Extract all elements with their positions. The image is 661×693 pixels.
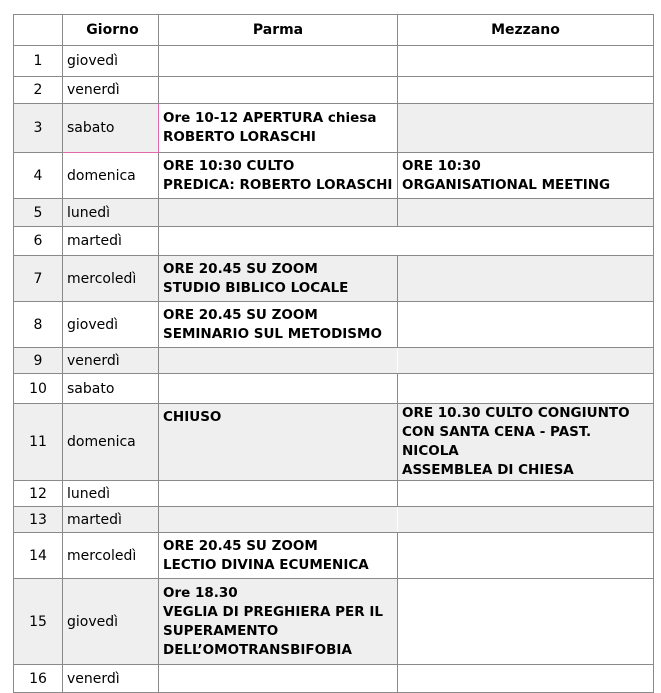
table-row	[14, 348, 654, 374]
mezzano-event	[398, 46, 654, 77]
day-number: 14	[14, 533, 63, 579]
day-name: martedì	[63, 507, 159, 533]
day-name: giovedì	[63, 46, 159, 77]
mezzano-event	[398, 104, 654, 153]
day-number: 15	[14, 579, 63, 665]
parma-event	[159, 507, 398, 533]
parma-event	[159, 227, 398, 256]
table-row	[14, 104, 654, 153]
parma-event: CHIUSO	[159, 404, 398, 481]
day-name: lunedì	[63, 199, 159, 227]
table-row	[14, 404, 654, 481]
parma-event: ORE 20.45 SU ZOOM SEMINARIO SUL METODISMO	[159, 302, 398, 348]
table-row	[14, 77, 654, 104]
mezzano-event	[398, 665, 654, 693]
mezzano-event	[398, 199, 654, 227]
table-row	[14, 533, 654, 579]
mezzano-event	[398, 507, 654, 533]
table-row	[14, 665, 654, 693]
day-name: mercoledì	[63, 533, 159, 579]
header-parma: Parma	[159, 15, 398, 46]
day-number: 7	[14, 256, 63, 302]
table-row	[14, 256, 654, 302]
table-row	[14, 481, 654, 507]
mezzano-event	[398, 348, 654, 374]
header-mezzano: Mezzano	[398, 15, 654, 46]
parma-event: Ore 18.30 VEGLIA DI PREGHIERA PER IL SUPERAMENTO DELL’OMOTRANSBIFOBIA	[159, 579, 398, 665]
mezzano-event	[398, 302, 654, 348]
day-number: 9	[14, 348, 63, 374]
day-number: 8	[14, 302, 63, 348]
table-row	[14, 507, 654, 533]
day-name: venerdì	[63, 348, 159, 374]
header-giorno: Giorno	[63, 15, 159, 46]
day-name: lunedì	[63, 481, 159, 507]
day-name: mercoledì	[63, 256, 159, 302]
parma-event	[159, 77, 398, 104]
parma-event: ORE 20.45 SU ZOOM STUDIO BIBLICO LOCALE	[159, 256, 398, 302]
table-row	[14, 199, 654, 227]
parma-event: Ore 10-12 APERTURA chiesa ROBERTO LORASCHI	[159, 104, 398, 153]
day-number: 16	[14, 665, 63, 693]
parma-event: ORE 20.45 SU ZOOM LECTIO DIVINA ECUMENICA	[159, 533, 398, 579]
table-row	[14, 227, 654, 256]
day-name: venerdì	[63, 665, 159, 693]
day-name: martedì	[63, 227, 159, 256]
parma-event	[159, 46, 398, 77]
parma-event: ORE 10:30 CULTO PREDICA: ROBERTO LORASCHI	[159, 153, 398, 199]
mezzano-event	[398, 533, 654, 579]
parma-event	[159, 348, 398, 374]
day-name: domenica	[63, 153, 159, 199]
day-number: 12	[14, 481, 63, 507]
day-name: giovedì	[63, 302, 159, 348]
day-number: 3	[14, 104, 63, 153]
mezzano-event	[398, 579, 654, 665]
header-row	[14, 15, 654, 46]
day-name: sabato	[63, 374, 159, 404]
table-row	[14, 374, 654, 404]
mezzano-event	[398, 374, 654, 404]
day-number: 5	[14, 199, 63, 227]
table-row	[14, 579, 654, 665]
mezzano-event	[398, 256, 654, 302]
table-row	[14, 153, 654, 199]
mezzano-event	[398, 227, 654, 256]
parma-event	[159, 665, 398, 693]
day-name[interactable]: sabato	[63, 104, 159, 153]
table-row	[14, 302, 654, 348]
calendar-table	[13, 14, 654, 693]
day-number: 1	[14, 46, 63, 77]
day-number: 13	[14, 507, 63, 533]
day-name: domenica	[63, 404, 159, 481]
parma-event	[159, 374, 398, 404]
mezzano-event	[398, 481, 654, 507]
table-row	[14, 46, 654, 77]
day-name: venerdì	[63, 77, 159, 104]
day-name: giovedì	[63, 579, 159, 665]
day-number: 4	[14, 153, 63, 199]
mezzano-event	[398, 77, 654, 104]
mezzano-event: ORE 10:30 ORGANISATIONAL MEETING	[398, 153, 654, 199]
day-number: 10	[14, 374, 63, 404]
parma-event	[159, 481, 398, 507]
day-number: 11	[14, 404, 63, 481]
day-number: 2	[14, 77, 63, 104]
parma-event	[159, 199, 398, 227]
header-num	[14, 15, 63, 46]
day-number: 6	[14, 227, 63, 256]
mezzano-event: ORE 10.30 CULTO CONGIUNTO CON SANTA CENA - PAST. NICOLA ASSEMBLEA DI CHIESA	[398, 404, 654, 481]
